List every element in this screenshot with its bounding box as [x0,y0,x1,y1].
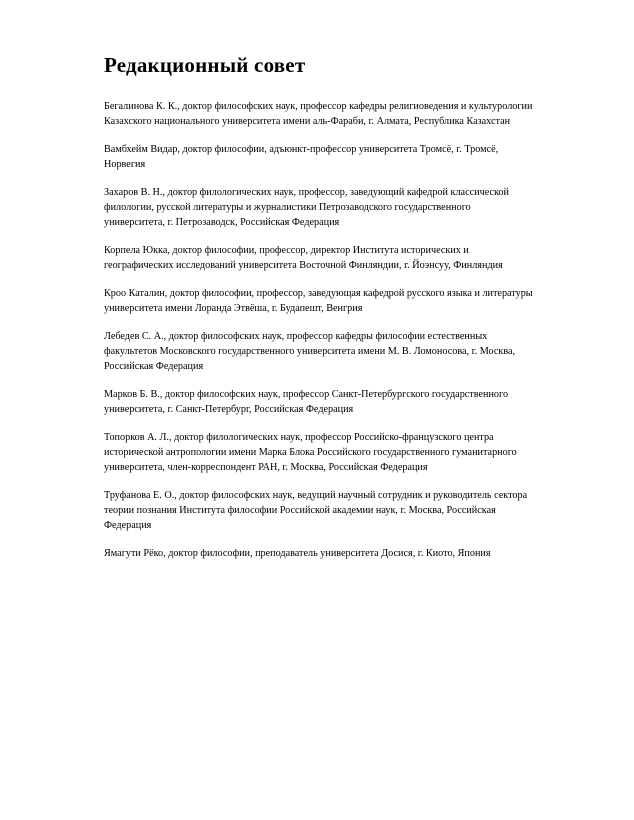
list-item: Корпела Юкка, доктор философии, профессор, директор Института исторических и географических исследований университета Восточной Финляндии, г. Йоэнсуу, Финляндия [104,245,503,272]
editorial-board-list [104,100,534,562]
list-item: Марков Б. В., доктор философских наук, профессор Санкт-Петербургского государственного университета, г. Санкт-Петербург, Российская Федерация [104,389,509,416]
list-item: Топорков А. Л., доктор филологических наук, профессор Российско-французского центра исторической антропологии имени Марка Блока Российского государственного гуманитарного университета, член-корреспондент РАН, г. Москва, Российская Федерация [104,432,517,473]
list-item: Труфанова Е. О., доктор философских наук, ведущий научный сотрудник и руководитель сектора теории познания Института философии Российской академии наук, г. Москва, Российская Федерация [104,489,528,531]
list-item: Ямагути Рёко, доктор философии, преподаватель университета Досися, г. Киото, Япония [104,547,491,559]
list-item: Вамбхейм Видар, доктор философии, адъюнкт-профессор университета Тромсё, г. Тромсё, Норвегия [104,144,499,171]
list-item: Бегалинова К. К., доктор философских наук, профессор кафедры религиоведения и культурологии Казахского национального университета имени аль-Фараби, г. Алмата, Республика Казахстан [104,101,533,128]
list-item: Лебедев С. А., доктор философских наук, профессор кафедры философии естественных факультетов Московского государственного университета имени М. В. Ломоносова, г. Москва, Российская Федерация [104,331,516,373]
list-item: Кроо Каталин, доктор философии, профессор, заведующая кафедрой русского языка и литературы университета имени Лоранда Этвёша, г. Будапешт, Венгрия [104,288,533,315]
page-title: Редакционный совет [104,53,306,77]
list-item: Захаров В. Н., доктор филологических наук, профессор, заведующий кафедрой классической филологии, русской литературы и журналистики Петрозаводского государственного университета, г. Петрозаводск, Российская Федерация [104,187,509,229]
